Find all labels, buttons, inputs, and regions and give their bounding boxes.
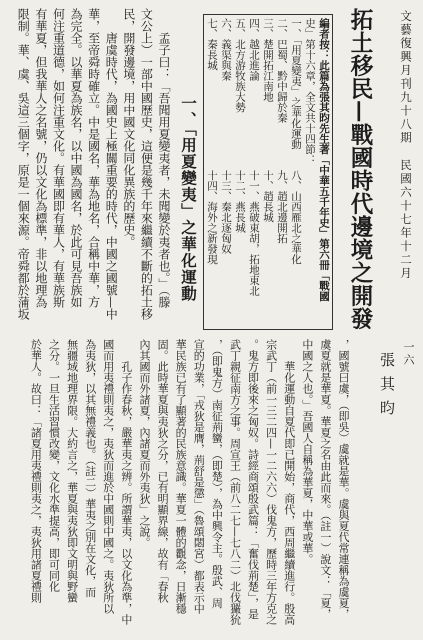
text-line: 唐虞時代，為國史上極關重要的時代，中國之國號—中 bbox=[104, 32, 119, 320]
text-line: ，國號曰虞，（即吳）虞就是華。虞與夏代常連稱為虞夏， bbox=[337, 339, 350, 620]
editor-note-line: 史」第十六章，全文共十四節： bbox=[304, 18, 316, 165]
section-list-item: 四、越北進論 bbox=[248, 18, 260, 81]
text-line: 虞夏就是華夏。華夏之名由此而來。（註一）說文：「夏， bbox=[318, 339, 332, 620]
text-line: 為夷狄，以其無禮義也。（註二）華夷之別在文化，而 bbox=[83, 339, 97, 598]
journal-date: 民國六十七年十二月 bbox=[399, 159, 413, 281]
section-list-column bbox=[289, 18, 303, 326]
text-line: 限制。華、虞、吳這三個字，原是一個來源。帝舜都於蒲坂 bbox=[16, 8, 31, 320]
text-line: 於華人。故曰：「諸夏用夷禮則夷之，夷狄用諸夏禮則 bbox=[29, 339, 43, 603]
section-list-column bbox=[261, 18, 275, 326]
editor-note-box bbox=[203, 14, 333, 330]
body-text-upper bbox=[12, 8, 172, 332]
text-line: 文公上）一部中國歷史，這便是幾千年來繼續不斷的拓土移 bbox=[139, 8, 154, 320]
section-list-item: 九、趙北邊開拓 bbox=[276, 170, 288, 244]
paragraph bbox=[135, 339, 298, 637]
article-title: 拓土移民—戰國時代邊境之開發 bbox=[347, 8, 373, 330]
section-list-column bbox=[275, 18, 289, 326]
text-line: 何注重道德，如何注重文化。有華國即有華人，有華族斯 bbox=[51, 8, 66, 308]
text-line: 為完全。以華夏為族名，以中國為國名，於此可見吾族如 bbox=[69, 8, 84, 308]
section-list-column bbox=[205, 18, 219, 326]
text-line: 宗武丁（前一三二四—一二六六）伐鬼方，歷時三年方克之 bbox=[264, 339, 278, 625]
section-list-item: 三、楚開拓江南地 bbox=[262, 18, 274, 102]
paragraph bbox=[14, 8, 120, 332]
journal-issue: 文藝復興月刊九十八期 bbox=[399, 10, 413, 145]
text-line: 之分。一旦生活習慣改變，文化水準提高，即可同化 bbox=[47, 339, 61, 592]
section-heading: 一、「用夏變夷」之華化運動 bbox=[179, 95, 198, 302]
paragraph bbox=[26, 339, 135, 637]
paragraph bbox=[298, 339, 352, 637]
section-list-item: 六、義渠與秦 bbox=[220, 18, 232, 81]
section-list-column bbox=[233, 18, 247, 326]
text-line: 。鬼方即後來之匈奴。詩經商頌殷武篇：「奮伐荊楚」，是 bbox=[246, 339, 260, 620]
text-line: 武丁親征南方之事。周宣王（前八二七—七八二）北伐玁狁 bbox=[228, 339, 242, 625]
editor-note-line: 編者按：此篇為張其昀先生著「中華五千年史」第六冊「戰國 bbox=[318, 18, 330, 302]
text-line: 無疆域地理界限。大約言之，華夏與夷狄即文明與野蠻 bbox=[65, 339, 79, 603]
text-line: 民，開發邊境，用中國文化同化異族的歷史。 bbox=[121, 8, 136, 248]
text-line: 中國之人也。」吾國人自稱為華夏，中華或華。 bbox=[300, 339, 314, 565]
text-line: 華民族已有了顯著的民族意識。華夏一體的觀念，日漸穩 bbox=[174, 339, 188, 614]
text-line: 有華夏，但我華人之名號，仍以文化為標準，非以地理為 bbox=[33, 8, 48, 308]
section-list-item: 二、巴蜀、黔中歸於秦 bbox=[276, 18, 288, 123]
body-text-lower bbox=[26, 339, 352, 637]
section-list-item: 八、山西雁北之華化 bbox=[290, 170, 302, 265]
section-list-item: 十、趙長城 bbox=[262, 170, 274, 223]
section-list-column bbox=[219, 18, 233, 326]
section-list-item: 十二、燕長城 bbox=[234, 170, 246, 233]
section-list-item: 七、秦長城 bbox=[206, 18, 218, 71]
paragraph bbox=[119, 8, 172, 332]
journal-header bbox=[397, 10, 415, 332]
text-line: 國而用夷禮則夷之，夷狄而進於中國則中國之。夷狄所以 bbox=[101, 339, 115, 614]
section-list-column bbox=[247, 18, 261, 326]
text-line: 華化運動自夏代即已開始，商代，西周繼續進行。殷高 bbox=[282, 361, 296, 625]
text-line: 固。此時華夏與夷狄之分，已有明顯界線，故有「春秋 bbox=[156, 339, 170, 603]
author-name: 張其昀 bbox=[378, 352, 396, 424]
section-list-item: 十三、秦北逐匈奴 bbox=[220, 170, 232, 254]
page-number: 一六 bbox=[402, 341, 415, 367]
section-list-item: 十四、海外之新發現 bbox=[206, 170, 218, 265]
text-line: 內其國而外諸夏，內諸夏而外夷狄」之說。 bbox=[137, 339, 151, 548]
text-line: ，（即鬼方）南征荊蠻，（即楚），為中興令主。殷武、周 bbox=[210, 339, 224, 609]
section-list-item: 五、北方游牧族大勢 bbox=[234, 18, 246, 113]
section-list-item: 十一、燕破東胡，拓地東北 bbox=[248, 170, 260, 296]
text-line: 華，至帝舜時確立。中是國名，華為地名，合稱中華，方 bbox=[86, 8, 101, 308]
text-line: 孟子曰：「吾聞用夏變夷者，未聞變於夷者也。」（滕 bbox=[157, 32, 171, 308]
text-line: 孔子作春秋，嚴華夷之辨。所謂華夷，以文化為準，中 bbox=[119, 361, 133, 625]
text-line: 宣的功業，「戎狄是膺，荊舒是懲」（魯頌閟宮）都表示中 bbox=[192, 339, 206, 614]
section-list-item: 一、「用夏變夷」之華化運動 bbox=[290, 18, 302, 150]
